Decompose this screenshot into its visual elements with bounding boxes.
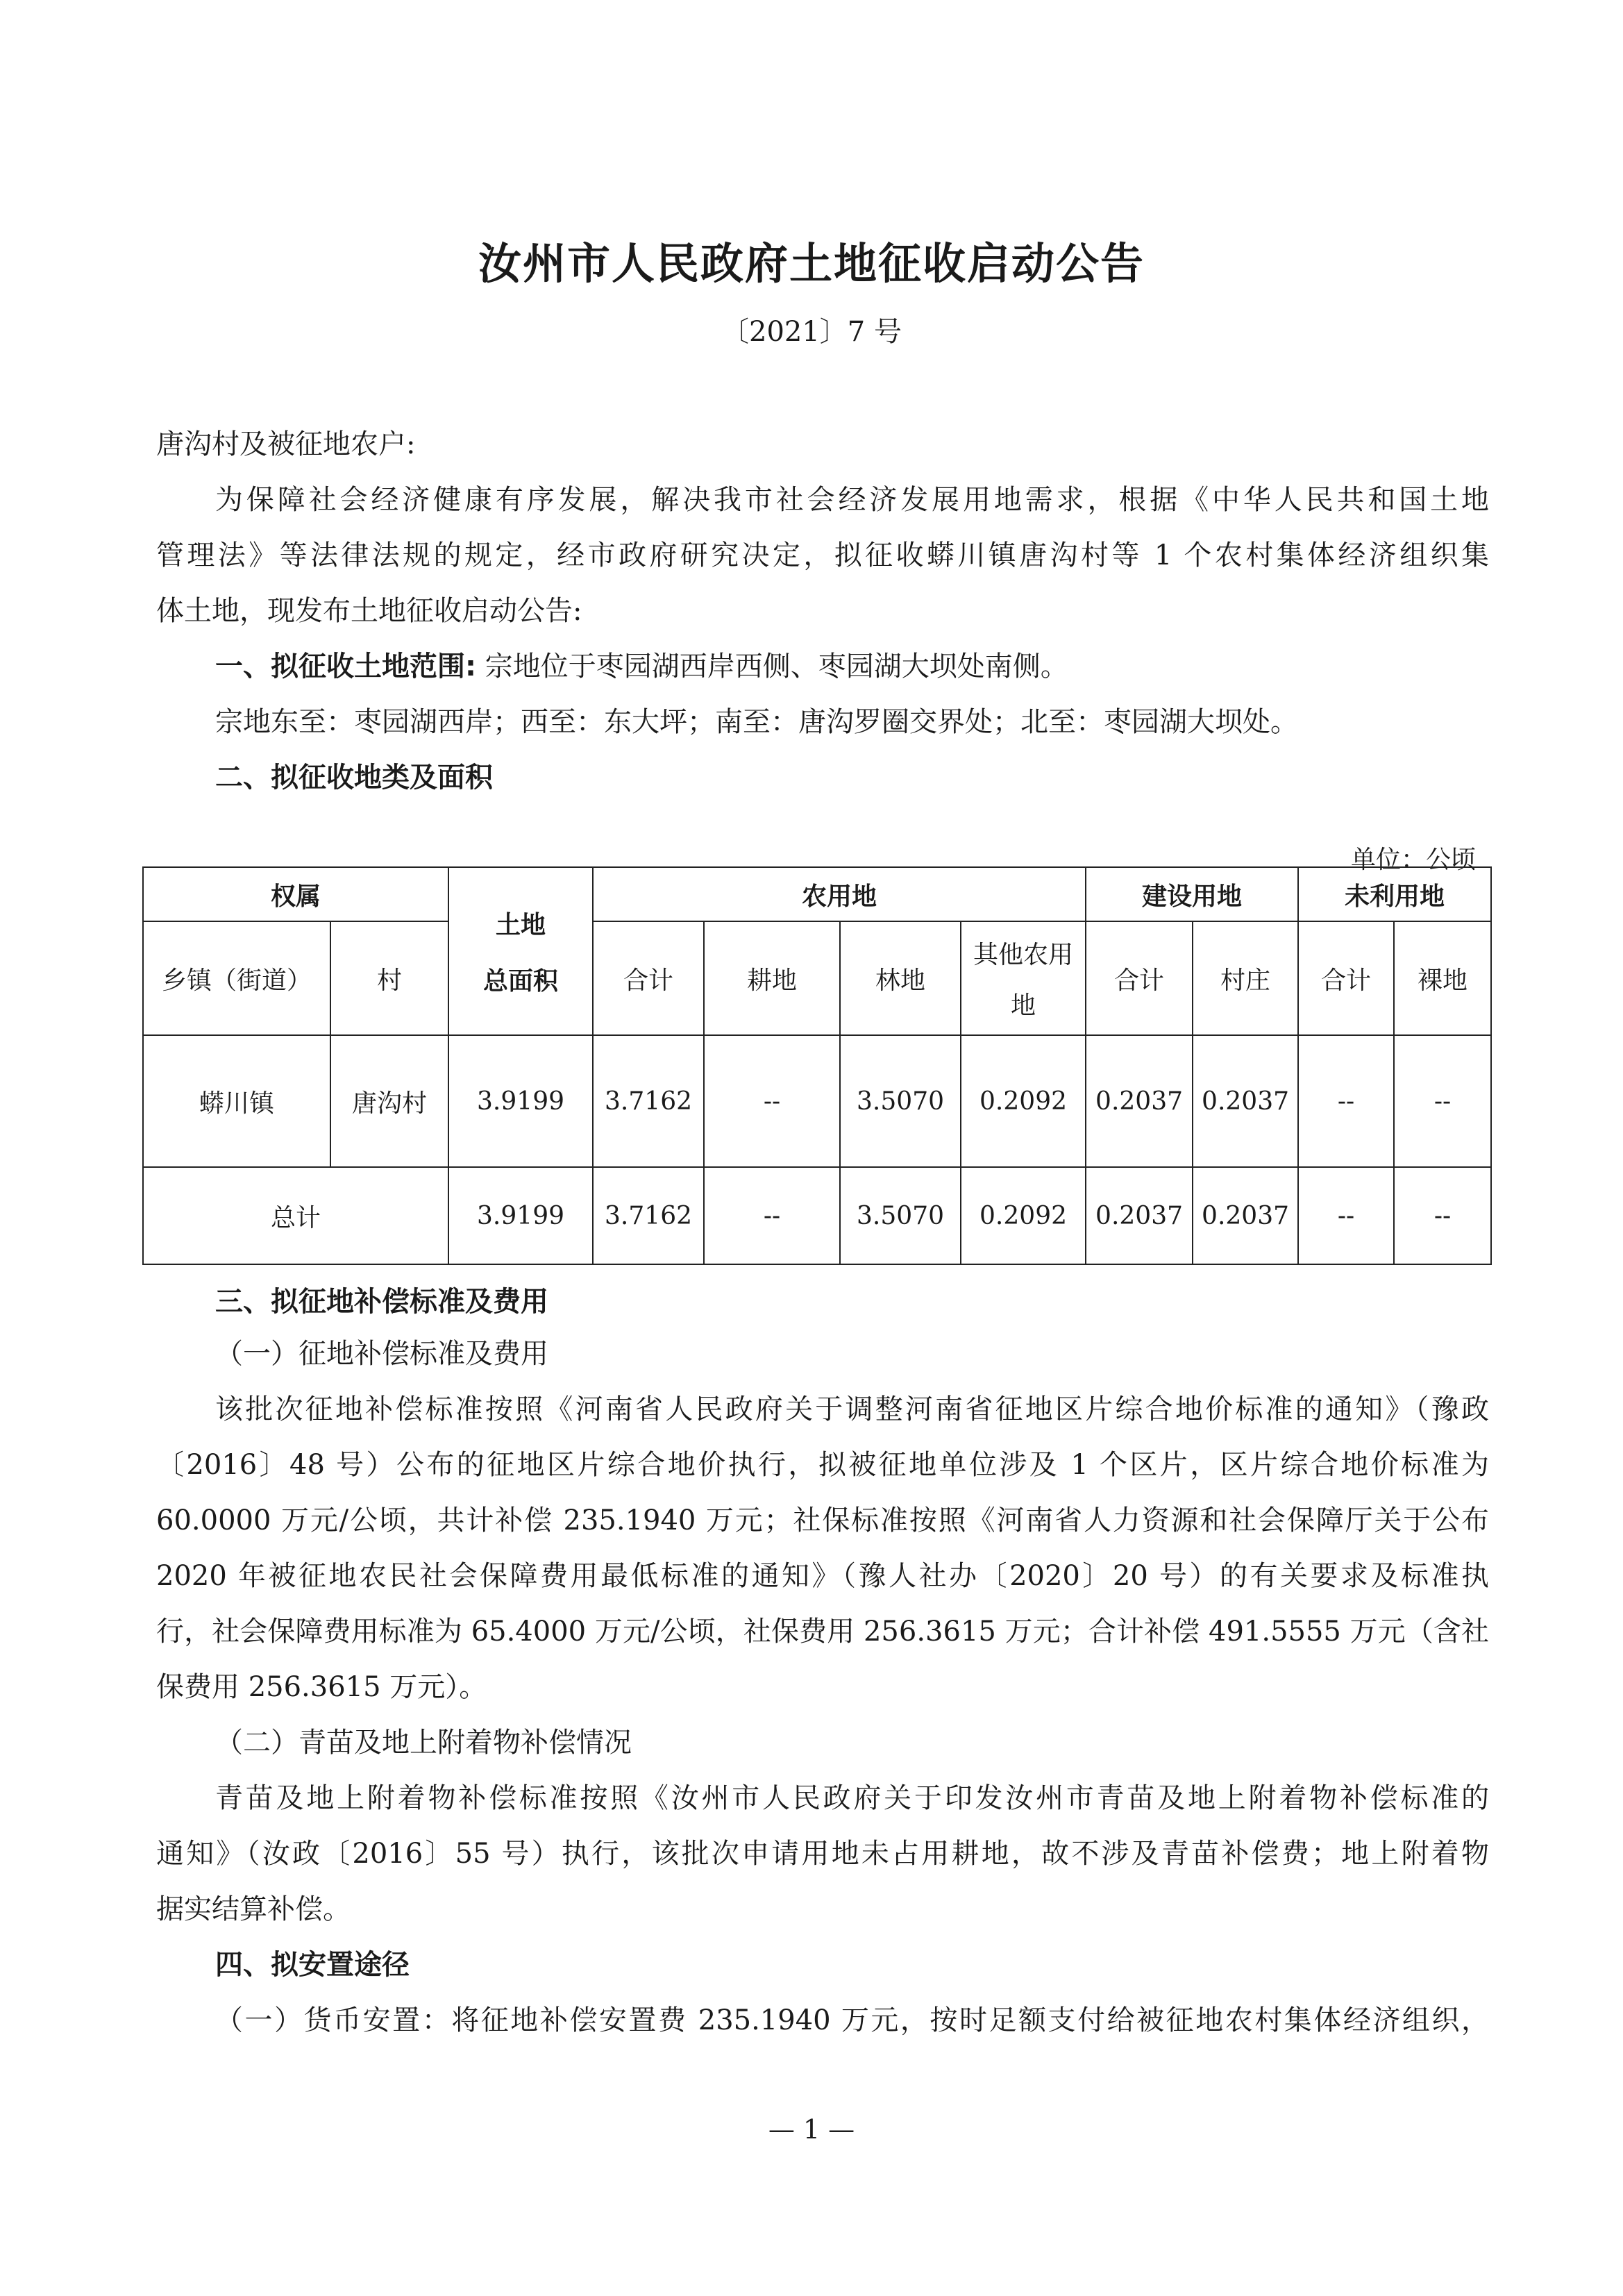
section3-sub2: （二）青苗及地上附着物补偿情况 bbox=[215, 1727, 632, 1759]
header-cultivated: 耕地 bbox=[704, 921, 840, 1035]
cell-total-label: 总计 bbox=[143, 1167, 448, 1264]
header-township: 乡镇（街道） bbox=[143, 921, 330, 1035]
cell-total-total: 3.9199 bbox=[448, 1167, 593, 1264]
section3-para1-line6: 保费用 256.3615 万元）。 bbox=[156, 1671, 487, 1703]
header-construction-village: 村庄 bbox=[1193, 921, 1298, 1035]
cell-total: 3.9199 bbox=[448, 1035, 593, 1167]
cell-forest: 3.5070 bbox=[840, 1035, 961, 1167]
header-ownership: 权属 bbox=[143, 867, 448, 921]
intro-line-3: 体土地，现发布土地征收启动公告: bbox=[156, 595, 582, 627]
header-construction-sum: 合计 bbox=[1086, 921, 1193, 1035]
section3-para1-line4: 2020 年被征地农民社会保障费用最低标准的通知》（豫人社办〔2020〕20 号）的有关要求及标准执 bbox=[156, 1560, 1489, 1592]
table-row bbox=[143, 1035, 1491, 1167]
salutation: 唐沟村及被征地农户: bbox=[156, 428, 416, 460]
section1-text: 宗地位于枣园湖西岸西侧、枣园湖大坝处南侧。 bbox=[476, 651, 1068, 682]
section1-heading: 一、拟征收土地范围: bbox=[215, 651, 476, 682]
section3-heading: 三、拟征地补偿标准及费用 bbox=[215, 1286, 548, 1318]
cell-total-unused-sum: -- bbox=[1298, 1167, 1394, 1264]
intro-line-2: 管理法》等法律法规的规定，经市政府研究决定，拟征收蟒川镇唐沟村等 1 个农村集体经济组织集 bbox=[156, 539, 1489, 571]
section2-heading: 二、拟征收地类及面积 bbox=[215, 762, 493, 794]
table-total-row bbox=[143, 1167, 1491, 1264]
cell-total-agri-sum: 3.7162 bbox=[593, 1167, 704, 1264]
unit-label: 单位：公顷 bbox=[1350, 846, 1476, 874]
section3-para2-line2: 通知》（汝政〔2016〕55 号）执行，该批次申请用地未占用耕地，故不涉及青苗补偿费；地上附着物 bbox=[156, 1838, 1489, 1870]
land-area-table bbox=[142, 866, 1492, 1265]
cell-total-bare: -- bbox=[1394, 1167, 1491, 1264]
cell-total-construction-village: 0.2037 bbox=[1193, 1167, 1298, 1264]
cell-total-construction-sum: 0.2037 bbox=[1086, 1167, 1193, 1264]
cell-township: 蟒川镇 bbox=[143, 1035, 330, 1167]
section3-sub1: （一）征地补偿标准及费用 bbox=[215, 1338, 548, 1370]
cell-construction-sum: 0.2037 bbox=[1086, 1035, 1193, 1167]
header-other-agri-line1: 其他农用 bbox=[973, 941, 1074, 969]
section3-para1-line3: 60.0000 万元/公顷，共计补偿 235.1940 万元；社保标准按照《河南省人力资源和社会保障厅关于公布 bbox=[156, 1505, 1489, 1536]
header-agricultural: 农用地 bbox=[593, 867, 1086, 921]
intro-line-1: 为保障社会经济健康有序发展，解决我市社会经济发展用地需求，根据《中华人民共和国土地 bbox=[215, 484, 1489, 516]
section3-para1-line1: 该批次征地补偿标准按照《河南省人民政府关于调整河南省征地区片综合地价标准的通知》（豫政 bbox=[215, 1393, 1489, 1425]
cell-bare: -- bbox=[1394, 1035, 1491, 1167]
header-agri-sum: 合计 bbox=[593, 921, 704, 1035]
header-construction: 建设用地 bbox=[1086, 867, 1298, 921]
header-total-area-line2: 总面积 bbox=[483, 967, 559, 996]
section3-para2-line1: 青苗及地上附着物补偿标准按照《汝州市人民政府关于印发汝州市青苗及地上附着物补偿标准的 bbox=[215, 1782, 1489, 1814]
header-unused: 未利用地 bbox=[1298, 867, 1491, 921]
header-total-area bbox=[448, 867, 593, 1035]
header-forest: 林地 bbox=[840, 921, 961, 1035]
header-other-agri bbox=[961, 921, 1086, 1035]
header-village: 村 bbox=[330, 921, 448, 1035]
section1-line bbox=[215, 653, 1068, 680]
section3-para1-line5: 行，社会保障费用标准为 65.4000 万元/公顷，社保费用 256.3615 万元；合计补偿 491.5555 万元（含社 bbox=[156, 1616, 1489, 1648]
header-total-area-line1: 土地 bbox=[496, 911, 546, 939]
header-bare: 裸地 bbox=[1394, 921, 1491, 1035]
document-title: 汝州市人民政府土地征收启动公告 bbox=[478, 238, 1145, 289]
cell-agri-sum: 3.7162 bbox=[593, 1035, 704, 1167]
cell-total-forest: 3.5070 bbox=[840, 1167, 961, 1264]
document-number: 〔2021〕7 号 bbox=[721, 316, 902, 348]
section3-para1-line2: 〔2016〕48 号）公布的征地区片综合地价执行，拟被征地单位涉及 1 个区片，区片综合地价标准为 bbox=[156, 1449, 1489, 1481]
cell-village: 唐沟村 bbox=[330, 1035, 448, 1167]
cell-other-agri: 0.2092 bbox=[961, 1035, 1086, 1167]
header-other-agri-line2: 地 bbox=[1011, 991, 1036, 1020]
cell-unused-sum: -- bbox=[1298, 1035, 1394, 1167]
section4-line1: （一）货币安置：将征地补偿安置费 235.1940 万元，按时足额支付给被征地农村集体经济组织， bbox=[215, 2004, 1489, 2036]
header-unused-sum: 合计 bbox=[1298, 921, 1394, 1035]
cell-total-cultivated: -- bbox=[704, 1167, 840, 1264]
section3-para2-line3: 据实结算补偿。 bbox=[156, 1893, 351, 1925]
cell-cultivated: -- bbox=[704, 1035, 840, 1167]
section1-boundary: 宗地东至：枣园湖西岸；西至：东大坪；南至：唐沟罗圈交界处；北至：枣园湖大坝处。 bbox=[215, 706, 1298, 738]
cell-total-other-agri: 0.2092 bbox=[961, 1167, 1086, 1264]
cell-construction-village: 0.2037 bbox=[1193, 1035, 1298, 1167]
page-number: — 1 — bbox=[768, 2114, 855, 2145]
section4-heading: 四、拟安置途径 bbox=[215, 1949, 410, 1981]
